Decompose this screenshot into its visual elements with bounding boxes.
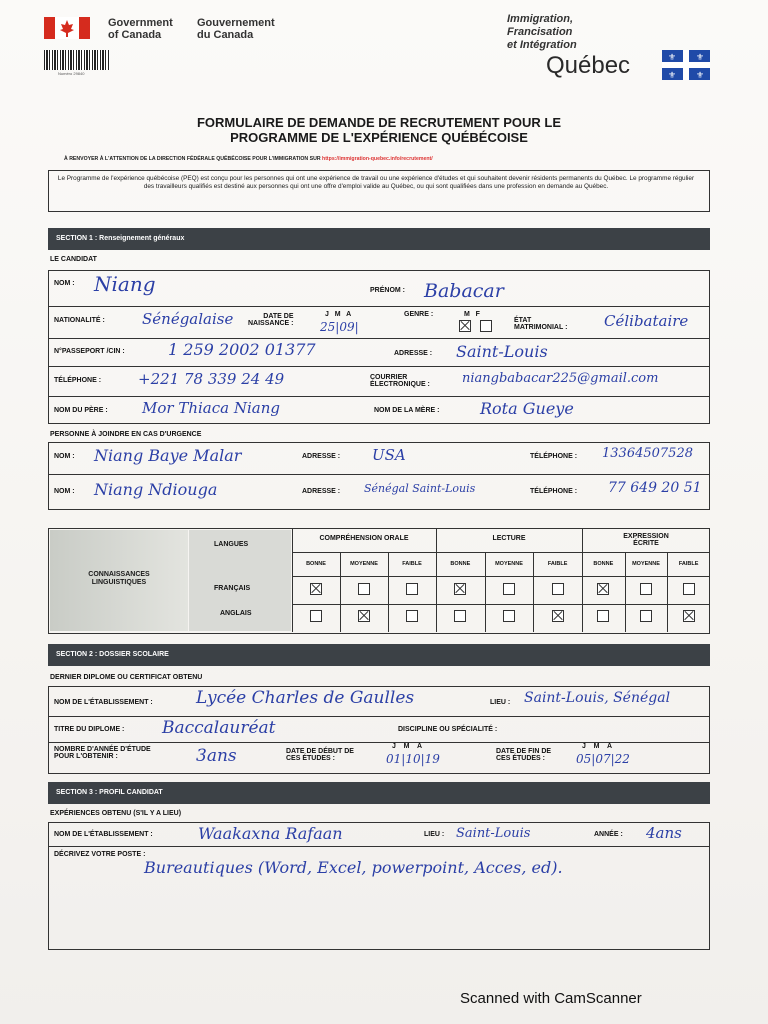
candidate-heading: LE CANDIDAT bbox=[50, 256, 97, 263]
field-emergency-adresse[interactable]: USA bbox=[372, 446, 406, 464]
level-header: FAIBLE bbox=[402, 561, 422, 567]
level-header: BONNE bbox=[593, 561, 614, 567]
checkbox-anglais-moyenne[interactable] bbox=[503, 610, 515, 622]
checkbox-anglais-bonne[interactable] bbox=[597, 610, 609, 622]
field-passeport[interactable]: 1 259 2002 01377 bbox=[168, 340, 316, 359]
row-divider bbox=[292, 576, 710, 577]
field-annees[interactable]: 3ans bbox=[196, 746, 237, 766]
label-titre: TITRE DU DIPLOME : bbox=[54, 726, 125, 733]
label-exp-etab: NOM DE L'ÉTABLISSEMENT : bbox=[54, 831, 153, 838]
label-date-naissance: DATE DE NAISSANCE : bbox=[248, 313, 294, 327]
label-nationalite: NATIONALITÉ : bbox=[54, 317, 105, 324]
quebec-flag-icon bbox=[662, 50, 710, 80]
quebec-wordmark: Québec bbox=[546, 52, 631, 79]
level-header: BONNE bbox=[306, 561, 326, 567]
gov-canada-en: Government of Canada bbox=[108, 17, 173, 41]
field-emergency-telephone[interactable]: 13364507528 bbox=[602, 446, 693, 461]
checkbox-français-bonne[interactable] bbox=[454, 583, 466, 595]
label-lieu: LIEU : bbox=[490, 699, 511, 706]
group-comprehension: COMPRÉHENSION ORALE bbox=[319, 535, 409, 542]
field-exp-annee[interactable]: 4ans bbox=[646, 824, 682, 842]
row-anglais: ANGLAIS bbox=[220, 610, 252, 617]
field-exp-etab[interactable]: Waakaxna Rafaan bbox=[198, 824, 343, 843]
field-lieu[interactable]: Saint-Louis, Sénégal bbox=[524, 690, 671, 706]
group-lecture: LECTURE bbox=[492, 535, 526, 542]
label-jma: J M A bbox=[325, 311, 352, 318]
field-pere[interactable]: Mor Thiaca Niang bbox=[142, 399, 280, 417]
field-fin[interactable]: 05|07|22 bbox=[576, 752, 630, 766]
experience-box bbox=[48, 822, 710, 950]
row-divider bbox=[48, 846, 710, 847]
row-divider bbox=[48, 306, 710, 307]
field-mere[interactable]: Rota Gueye bbox=[480, 399, 574, 418]
checkbox-français-moyenne[interactable] bbox=[640, 583, 652, 595]
label-adresse: ADRESSE : bbox=[394, 350, 433, 357]
emergency-heading: PERSONNE À JOINDRE EN CAS D'URGENCE bbox=[50, 431, 202, 438]
languages-title: CONNAISSANCES LINGUISTIQUES bbox=[88, 571, 150, 586]
field-date-naissance[interactable]: 25|09| bbox=[320, 320, 359, 334]
row-francais: FRANÇAIS bbox=[214, 585, 251, 592]
label-emergency-telephone: TÉLÉPHONE : bbox=[530, 488, 578, 495]
label-pere: NOM DU PÈRE : bbox=[54, 407, 108, 414]
label-genre: GENRE : bbox=[404, 311, 434, 318]
label-nom: NOM : bbox=[54, 280, 75, 287]
label-debut-jma: J M A bbox=[392, 743, 423, 750]
checkbox-français-bonne[interactable] bbox=[597, 583, 609, 595]
send-to-text: À RENVOYER À L'ATTENTION DE LA DIRECTION FÉDÉRALE QUÉBÉCOISE POUR L'IMMIGRATION SUR bbox=[64, 156, 321, 162]
checkbox-genre-f[interactable] bbox=[480, 320, 492, 332]
field-titre[interactable]: Baccalauréat bbox=[162, 718, 276, 738]
camscanner-watermark: Scanned with CamScanner bbox=[460, 990, 642, 1007]
checkbox-français-faible[interactable] bbox=[683, 583, 695, 595]
label-exp-lieu: LIEU : bbox=[424, 831, 445, 838]
level-header: BONNE bbox=[450, 561, 471, 567]
group-expression: EXPRESSION ÉCRITE bbox=[623, 533, 669, 547]
label-poste: DÉCRIVEZ VOTRE POSTE : bbox=[54, 851, 146, 858]
label-emergency-nom: NOM : bbox=[54, 488, 75, 495]
field-emergency-nom[interactable]: Niang Baye Malar bbox=[94, 446, 242, 465]
checkbox-anglais-faible[interactable] bbox=[406, 610, 418, 622]
label-etat: ÉTAT MATRIMONIAL : bbox=[514, 317, 568, 331]
col-divider bbox=[292, 528, 293, 632]
level-header: MOYENNE bbox=[495, 561, 523, 567]
checkbox-français-bonne[interactable] bbox=[310, 583, 322, 595]
label-exp-annee: ANNÉE : bbox=[594, 831, 623, 838]
section1-bar: SECTION 1 : Renseignement généraux bbox=[48, 228, 710, 250]
form-title-line1: FORMULAIRE DE DEMANDE DE RECRUTEMENT POUR LE bbox=[196, 115, 561, 130]
level-header: MOYENNE bbox=[632, 561, 660, 567]
section3-heading: EXPÉRIENCES OBTENU (S'IL Y A LIEU) bbox=[50, 810, 182, 817]
row-divider bbox=[292, 604, 710, 605]
field-adresse[interactable]: Saint-Louis bbox=[456, 342, 548, 361]
checkbox-français-moyenne[interactable] bbox=[503, 583, 515, 595]
send-to-line bbox=[64, 156, 433, 162]
section3-bar: SECTION 3 : PROFIL CANDIDAT bbox=[48, 782, 710, 804]
label-emergency-adresse: ADRESSE : bbox=[302, 453, 341, 460]
canada-flag-icon bbox=[44, 17, 90, 39]
send-to-url[interactable]: https://immigration-quebec.info/recrutement/ bbox=[322, 156, 433, 162]
quebec-department: Immigration, Francisation et Intégration bbox=[507, 13, 577, 51]
svg-text:⚜: ⚜ bbox=[667, 70, 677, 80]
row-divider bbox=[48, 396, 710, 397]
level-header: FAIBLE bbox=[678, 561, 699, 567]
checkbox-anglais-bonne[interactable] bbox=[310, 610, 322, 622]
row-divider bbox=[48, 366, 710, 367]
field-poste[interactable]: Bureautiques (Word, Excel, powerpoint, Acces, ed). bbox=[144, 858, 563, 877]
label-discipline: DISCIPLINE OU SPÉCIALITÉ : bbox=[398, 726, 498, 733]
checkbox-français-faible[interactable] bbox=[552, 583, 564, 595]
field-nationalite[interactable]: Sénégalaise bbox=[142, 310, 234, 328]
field-courriel[interactable]: niangbabacar225@gmail.com bbox=[462, 371, 659, 386]
label-fin-jma: J M A bbox=[582, 743, 613, 750]
label-courriel: COURRIER ÉLECTRONIQUE : bbox=[370, 374, 430, 388]
field-nom[interactable]: Niang bbox=[94, 272, 156, 296]
row-divider bbox=[48, 474, 710, 475]
checkbox-français-moyenne[interactable] bbox=[358, 583, 370, 595]
form-title-line2: PROGRAMME DE L'EXPÉRIENCE QUÉBÉCOISE bbox=[230, 130, 528, 145]
col-langues: LANGUES bbox=[214, 541, 249, 548]
section2-heading: DERNIER DIPLOME OU CERTIFICAT OBTENU bbox=[50, 674, 203, 681]
level-header: FAIBLE bbox=[547, 561, 568, 567]
label-annees: NOMBRE D'ANNÉE D'ÉTUDE POUR L'OBTENIR : bbox=[54, 746, 151, 760]
field-etat[interactable]: Célibataire bbox=[604, 312, 689, 330]
field-emergency-telephone[interactable]: 77 649 20 51 bbox=[608, 480, 702, 496]
checkbox-anglais-bonne[interactable] bbox=[454, 610, 466, 622]
label-passeport: N°PASSEPORT /CIN : bbox=[54, 348, 125, 355]
row-divider bbox=[48, 716, 710, 717]
barcode-icon bbox=[44, 50, 110, 70]
label-etab: NOM DE L'ÉTABLISSEMENT : bbox=[54, 699, 153, 706]
svg-text:⚜: ⚜ bbox=[695, 52, 705, 62]
field-emergency-nom[interactable]: Niang Ndiougа bbox=[94, 480, 218, 499]
checkbox-anglais-faible[interactable] bbox=[683, 610, 695, 622]
label-mf: M F bbox=[464, 311, 480, 318]
checkbox-anglais-moyenne[interactable] bbox=[640, 610, 652, 622]
barcode-caption: Numéro 29840 bbox=[58, 71, 85, 76]
checkbox-anglais-faible[interactable] bbox=[552, 610, 564, 622]
svg-text:⚜: ⚜ bbox=[695, 70, 705, 80]
label-mere: NOM DE LA MÈRE : bbox=[374, 407, 440, 414]
svg-text:⚜: ⚜ bbox=[667, 52, 677, 62]
row-divider bbox=[48, 338, 710, 339]
label-emergency-nom: NOM : bbox=[54, 453, 75, 460]
label-prenom: PRÉNOM : bbox=[370, 287, 405, 294]
gov-canada-fr: Gouvernement du Canada bbox=[197, 17, 275, 41]
field-prenom[interactable]: Babacar bbox=[424, 280, 504, 302]
section2-bar: SECTION 2 : DOSSIER SCOLAIRE bbox=[48, 644, 710, 666]
intro-text: Le Programme de l'expérience québécoise (PEQ) est conçu pour les personnes qui ont une expérience de travail ou une expérience d'études et qui souhaitent devenir résidents permanents du Québec. Le programme régulier des travailleurs qualifiés est destiné aux personnes qui ont une offre d'emploi valide au Québec, ou qui sont qualifiées dans une profession en demande au Québec. bbox=[57, 175, 695, 190]
field-emergency-adresse[interactable]: Sénégal Saint-Louis bbox=[364, 482, 476, 495]
checkbox-anglais-moyenne[interactable] bbox=[358, 610, 370, 622]
label-emergency-telephone: TÉLÉPHONE : bbox=[530, 453, 578, 460]
checkbox-genre-m[interactable] bbox=[459, 320, 471, 332]
field-exp-lieu[interactable]: Saint-Louis bbox=[456, 826, 531, 841]
label-emergency-adresse: ADRESSE : bbox=[302, 488, 341, 495]
label-debut: DATE DE DÉBUT DE CES ÉTUDES : bbox=[286, 748, 354, 762]
label-fin: DATE DE FIN DE CES ÉTUDES : bbox=[496, 748, 552, 762]
level-header: MOYENNE bbox=[350, 561, 378, 567]
field-debut[interactable]: 01|10|19 bbox=[386, 752, 440, 766]
checkbox-français-faible[interactable] bbox=[406, 583, 418, 595]
col-divider bbox=[436, 528, 437, 632]
label-telephone: TÉLÉPHONE : bbox=[54, 377, 102, 384]
row-divider bbox=[292, 552, 710, 553]
field-telephone[interactable]: +221 78 339 24 49 bbox=[138, 370, 285, 388]
field-etab[interactable]: Lycée Charles de Gaulles bbox=[196, 688, 415, 708]
